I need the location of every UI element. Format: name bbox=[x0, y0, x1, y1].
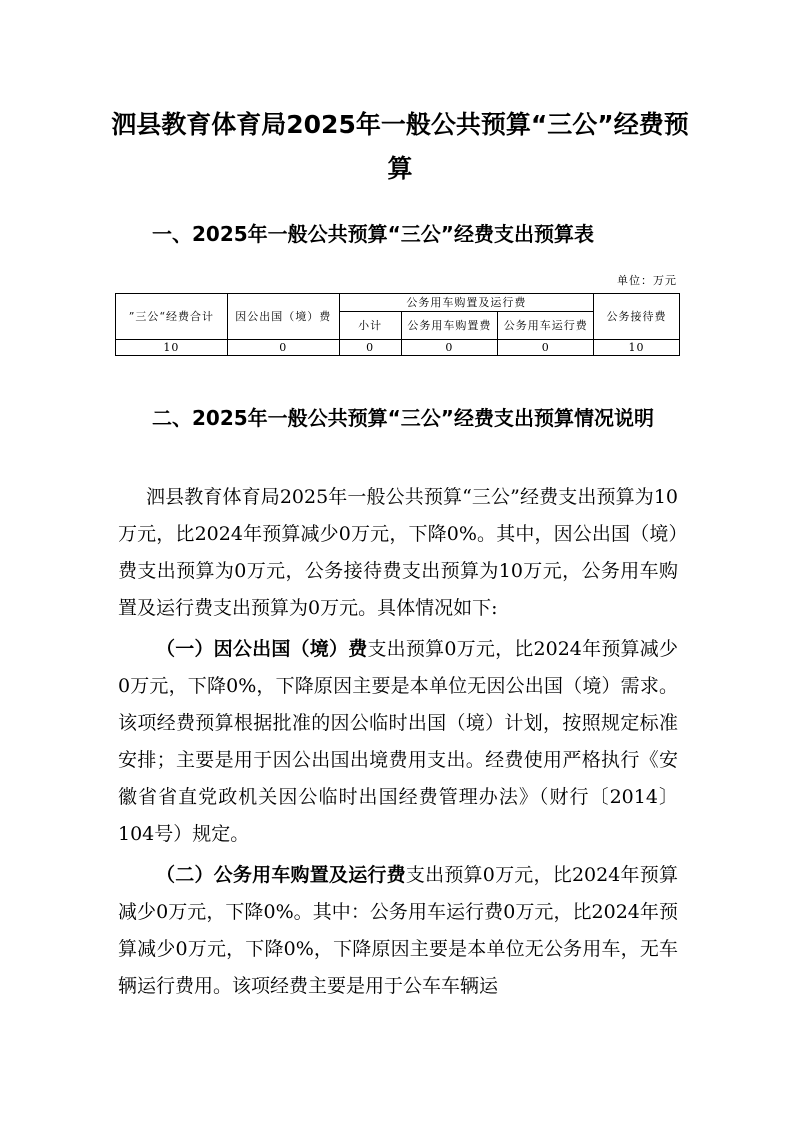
section-1-heading: 一、2025年一般公共预算“三公”经费支出预算表 bbox=[152, 222, 594, 246]
paragraph-summary: 泗县教育体育局2025年一般公共预算“三公”经费支出预算为10万元，比2024年预算减少0万元，下降0%。其中，因公出国（境）费支出预算为0万元，公务接待费支出预算为10万元，公务用车购置及运行费支出预算为0万元。具体情况如下: bbox=[118, 486, 678, 619]
header-subtotal: 小计 bbox=[339, 312, 401, 340]
paragraph-vehicle-body: 支出预算0万元，比2024年预算减少0万元，下降0%。其中：公务用车运行费0万元，比2024年预算减少0万元，下降0%，下降原因主要是本单位无公务用车，无车辆运行费用。该项经费主要是用于公车车辆运 bbox=[118, 864, 678, 997]
paragraph-vehicle bbox=[118, 857, 678, 1005]
header-abroad: 因公出国（境）费 bbox=[227, 294, 339, 340]
page-title: 泗县教育体育局2025年一般公共预算“三公”经费预算 bbox=[111, 110, 689, 183]
header-operation: 公务用车运行费 bbox=[498, 312, 594, 340]
value-total: 10 bbox=[116, 340, 228, 356]
value-abroad: 0 bbox=[227, 340, 339, 356]
paragraph-abroad bbox=[118, 631, 678, 853]
section-2-heading: 二、2025年一般公共预算“三公”经费支出预算情况说明 bbox=[152, 406, 654, 430]
header-vehicle-group: 公务用车购置及运行费 bbox=[339, 294, 593, 312]
paragraph-abroad-body: 支出预算0万元，比2024年预算减少0万元，下降0%，下降原因主要是本单位无因公出国（境）需求。该项经费预算根据批准的因公临时出国（境）计划，按照规定标准安排；主要是用于因公出国出境费用支出。经费使用严格执行《安徽省省直党政机关因公临时出国经费管理办法》（财行〔2014〕104号）规定。 bbox=[118, 638, 678, 845]
budget-table bbox=[115, 293, 680, 356]
value-reception: 10 bbox=[594, 340, 680, 356]
header-reception: 公务接待费 bbox=[594, 294, 680, 340]
value-purchase: 0 bbox=[401, 340, 498, 356]
unit-label: 单位：万元 bbox=[617, 274, 677, 287]
body-text bbox=[118, 479, 678, 1009]
header-purchase: 公务用车购置费 bbox=[401, 312, 498, 340]
paragraph-abroad-lead: （一）因公出国（境）费 bbox=[156, 638, 368, 660]
value-operation: 0 bbox=[498, 340, 594, 356]
paragraph-vehicle-lead: （二）公务用车购置及运行费 bbox=[156, 864, 406, 886]
header-total: ”三公“经费合计 bbox=[116, 294, 228, 340]
value-subtotal: 0 bbox=[339, 340, 401, 356]
